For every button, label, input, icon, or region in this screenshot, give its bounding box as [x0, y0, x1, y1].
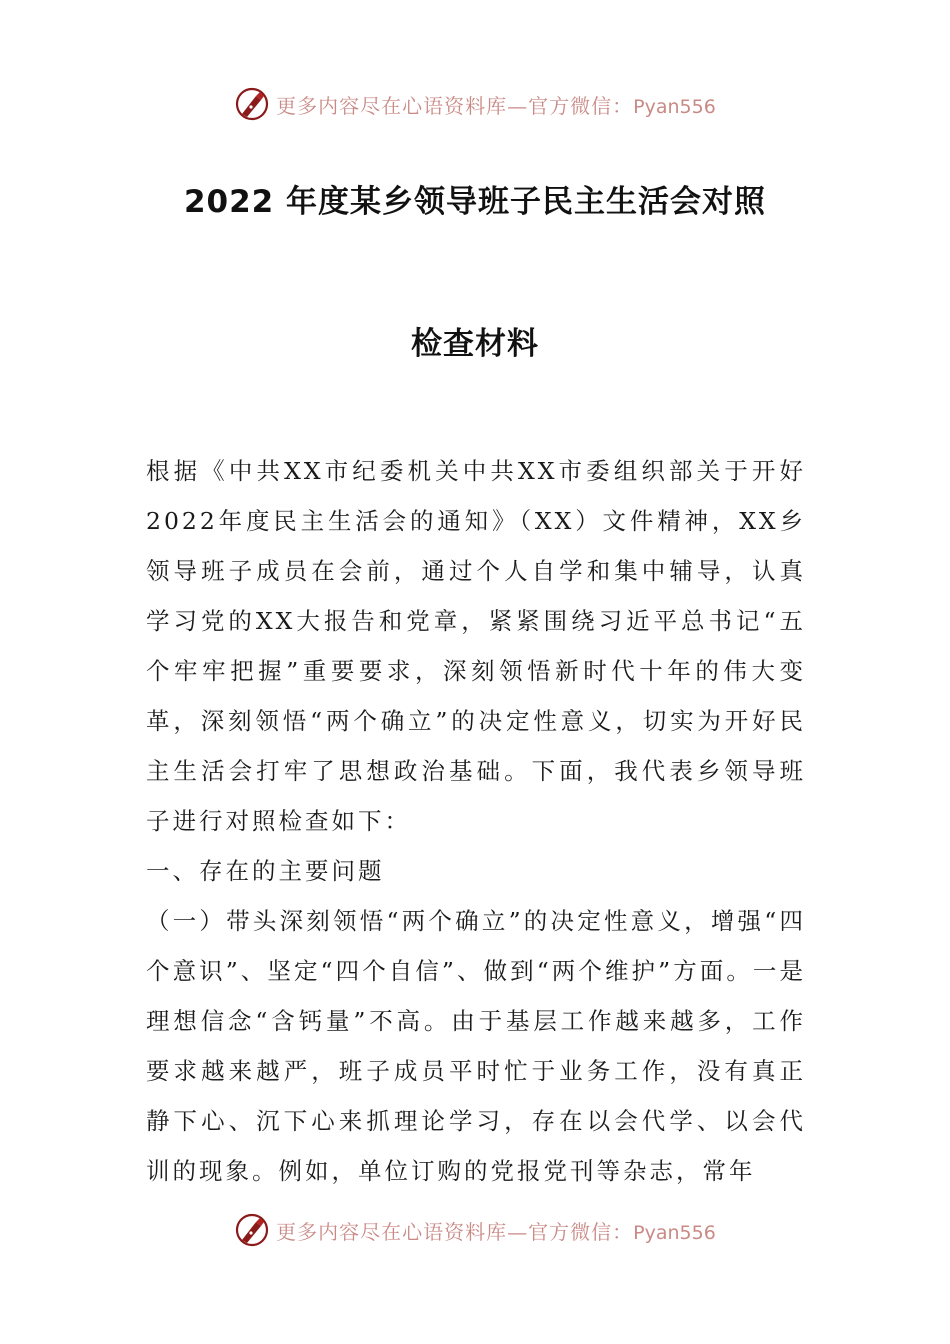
footer-watermark: [0, 1210, 950, 1250]
section-heading: 一、存在的主要问题: [146, 857, 385, 885]
pen-nib-logo-icon: [234, 1212, 270, 1248]
document-body: [146, 446, 806, 1196]
document-title-line-2: 检查材料: [411, 326, 539, 362]
document-title-line-1: 2022 年度某乡领导班子民主生活会对照: [183, 184, 767, 220]
watermark-text: 更多内容尽在心语资料库—官方微信：Pyan556: [276, 93, 716, 118]
body-paragraph: （一）带头深刻领悟“两个确立”的决定性意义，增强“四个意识”、坚定“四个自信”、做到“两个维护”方面。一是理想信念“含钙量”不高。由于基层工作越来越多，工作要求越来越严，班子成员平时忙于业务工作，没有真正静下心、沉下心来抓理论学习，存在以会代学、以会代训的现象。例如，单位订购的党报党刊等杂志，常年: [146, 907, 806, 1185]
header-watermark: [0, 84, 950, 124]
watermark-text: 更多内容尽在心语资料库—官方微信：Pyan556: [276, 1219, 716, 1244]
pen-nib-logo-icon: [234, 86, 270, 122]
intro-paragraph: 根据《中共XX市纪委机关中共XX市委组织部关于开好2022年度民主生活会的通知》（XX）文件精神，XX乡领导班子成员在会前，通过个人自学和集中辅导，认真学习党的XX大报告和党章，紧紧围绕习近平总书记“五个牢牢把握”重要要求，深刻领悟新时代十年的伟大变革，深刻领悟“两个确立”的决定性意义，切实为开好民主生活会打牢了思想政治基础。下面，我代表乡领导班子进行对照检查如下：: [146, 457, 806, 835]
